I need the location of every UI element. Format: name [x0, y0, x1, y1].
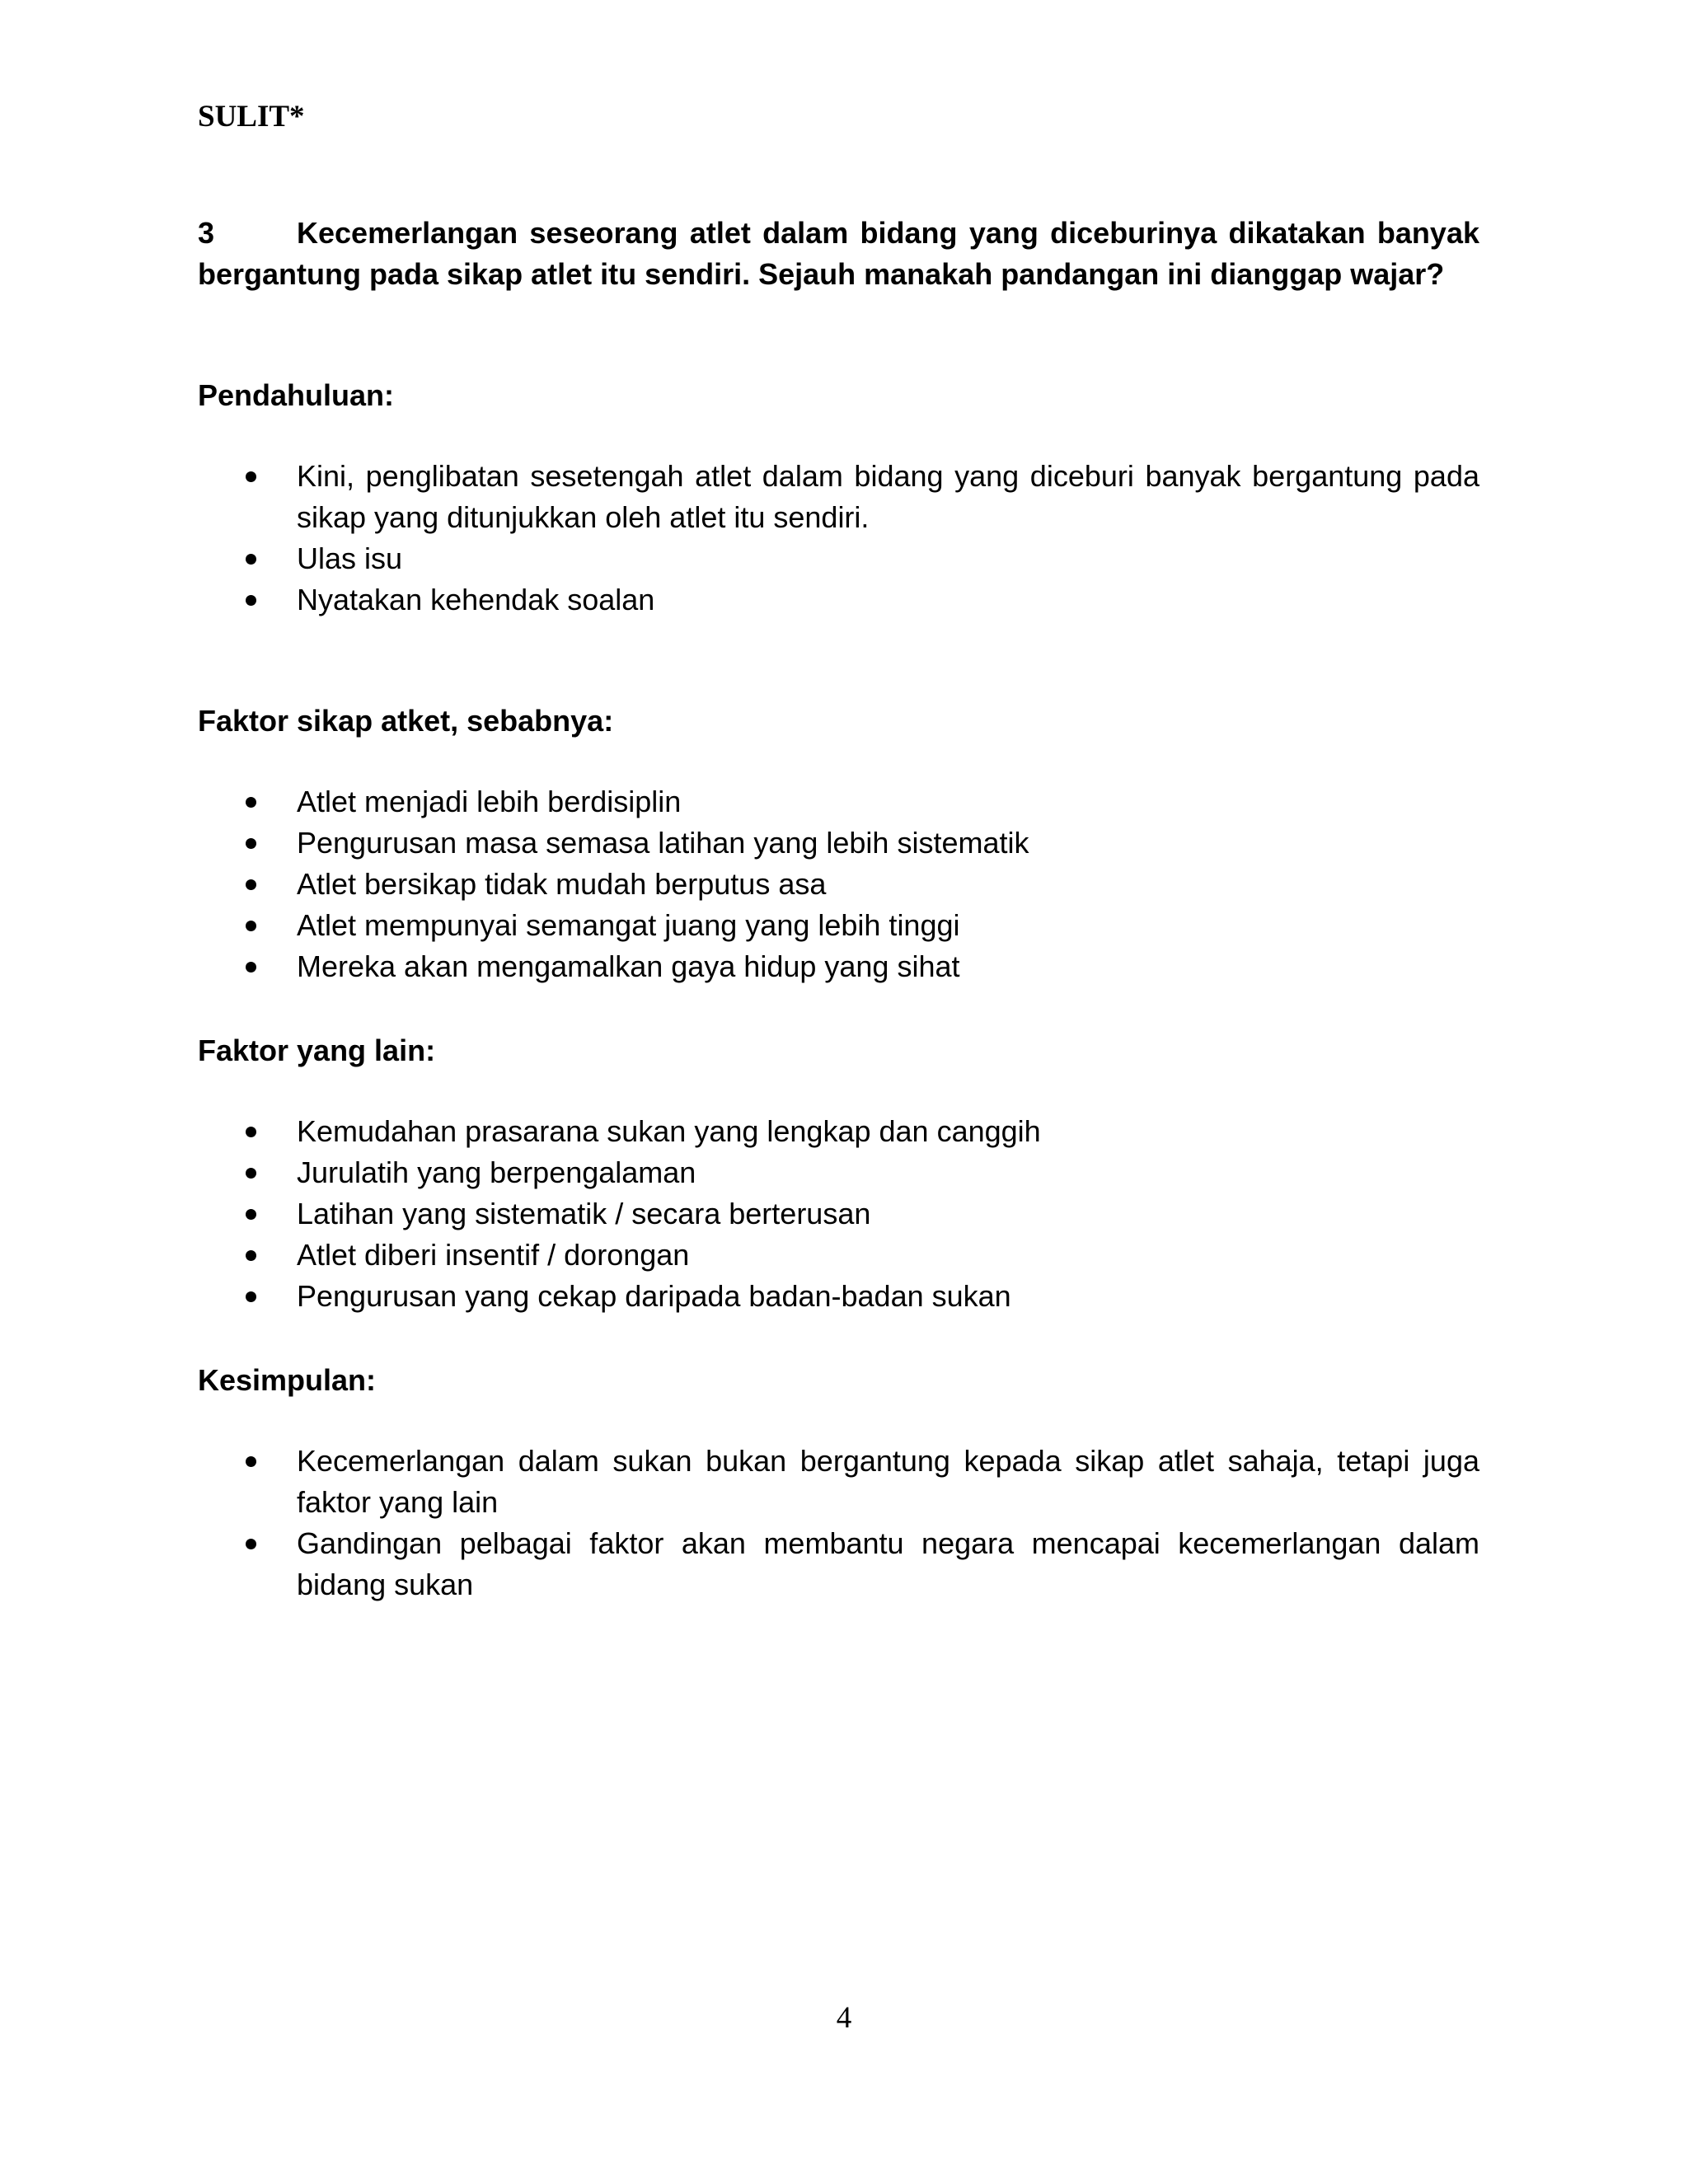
bullet-icon [246, 1250, 256, 1261]
bullet-icon [246, 797, 256, 808]
list-item [198, 1235, 1479, 1276]
list-item-text: Gandingan pelbagai faktor akan membantu negara mencapai kecemerlangan dalam bidang sukan [297, 1526, 1479, 1601]
list-item-text: Ulas isu [297, 541, 403, 575]
bullet-icon [246, 838, 256, 849]
list-item [198, 538, 1479, 579]
list-item [198, 946, 1479, 987]
list-item-text: Pengurusan masa semasa latihan yang lebih sistematik [297, 826, 1029, 860]
section-list-kesimpulan [198, 1441, 1479, 1605]
section-heading-kesimpulan: Kesimpulan: [198, 1363, 377, 1397]
list-item [198, 1152, 1479, 1193]
section-list-faktor-sikap [198, 781, 1479, 987]
list-item [198, 456, 1479, 538]
bullet-icon [246, 962, 256, 972]
list-item-text: Pengurusan yang cekap daripada badan-badan sukan [297, 1279, 1011, 1313]
list-item-text: Kini, penglibatan sesetengah atlet dalam bidang yang diceburi banyak bergantung pada sikap yang ditunjukkan oleh atlet itu sendiri. [297, 459, 1479, 534]
list-item-text: Atlet bersikap tidak mudah berputus asa [297, 867, 827, 901]
bullet-icon [246, 554, 256, 565]
bullet-icon [246, 595, 256, 606]
section-heading-faktor-lain: Faktor yang lain: [198, 1033, 436, 1067]
question-block [198, 213, 1479, 295]
list-item [198, 823, 1479, 864]
list-item-text: Atlet menjadi lebih berdisiplin [297, 785, 682, 818]
classification-header: SULIT* [198, 100, 305, 134]
page-number: 4 [836, 2001, 852, 2035]
bullet-icon [246, 471, 256, 482]
question-text: Kecemerlangan seseorang atlet dalam bidang yang diceburinya dikatakan banyak bergantung pada sikap atlet itu sendiri. Sejauh manakah pandangan ini dianggap wajar? [198, 216, 1479, 291]
list-item-text: Atlet diberi insentif / dorongan [297, 1238, 690, 1272]
bullet-icon [246, 921, 256, 931]
bullet-icon [246, 1127, 256, 1137]
bullet-icon [246, 879, 256, 890]
list-item-text: Kemudahan prasarana sukan yang lengkap dan canggih [297, 1114, 1041, 1148]
list-item-text: Atlet mempunyai semangat juang yang lebih tinggi [297, 908, 960, 942]
question-number: 3 [198, 216, 215, 250]
list-item-text: Nyatakan kehendak soalan [297, 583, 655, 616]
section-heading-pendahuluan: Pendahuluan: [198, 378, 395, 412]
bullet-icon [246, 1291, 256, 1302]
list-item-text: Kecemerlangan dalam sukan bukan bergantung kepada sikap atlet sahaja, tetapi juga faktor yang lain [297, 1444, 1479, 1519]
list-item [198, 1193, 1479, 1235]
bullet-icon [246, 1456, 256, 1467]
section-list-pendahuluan [198, 456, 1479, 621]
bullet-icon [246, 1539, 256, 1549]
list-item-text: Latihan yang sistematik / secara berterusan [297, 1197, 871, 1230]
list-item [198, 1441, 1479, 1523]
list-item [198, 905, 1479, 946]
list-item-text: Mereka akan mengamalkan gaya hidup yang sihat [297, 949, 960, 983]
list-item [198, 579, 1479, 621]
bullet-icon [246, 1209, 256, 1220]
list-item [198, 1523, 1479, 1605]
section-heading-faktor-sikap: Faktor sikap atket, sebabnya: [198, 704, 614, 738]
list-item [198, 1111, 1479, 1152]
bullet-icon [246, 1168, 256, 1179]
section-list-faktor-lain [198, 1111, 1479, 1317]
list-item-text: Jurulatih yang berpengalaman [297, 1155, 696, 1189]
list-item [198, 781, 1479, 823]
list-item [198, 864, 1479, 905]
list-item [198, 1276, 1479, 1317]
